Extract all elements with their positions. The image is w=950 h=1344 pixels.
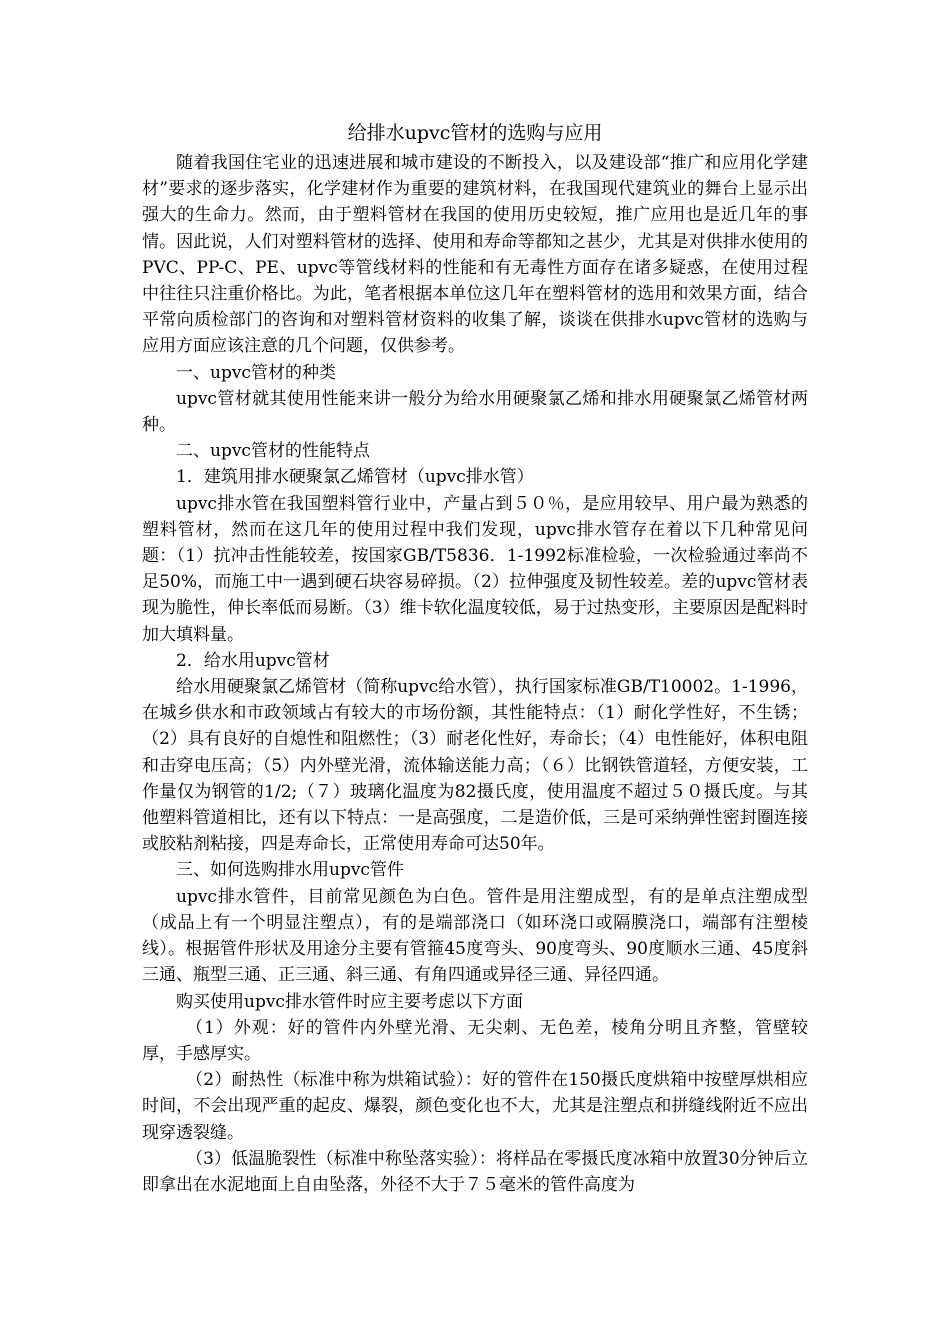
paragraph-purchase-intro: 购买使用upvc排水管件时应主要考虑以下方面 xyxy=(176,991,523,1012)
paragraph-fittings: upvc排水管件，目前常见颜色为白色。管件是用注塑成型，有的是单点注塑成型（成品上有一个明显注塑点），有的是端部浇口（如环浇口或隔膜浇口，端部有注塑棱线）。根据管件形状及用途分主要有管箍45度弯头、90度弯头、90度顺水三通、45度斜三通、瓶型三通、正三通、斜三通、有角四通或异径三通、异径四通。 xyxy=(142,886,808,986)
list-item-appearance: （1）外观：好的管件内外壁光滑、无尖刺、无色差，棱角分明且齐整，管壁较厚，手感厚实。 xyxy=(142,1017,808,1064)
document-page xyxy=(142,118,808,1198)
section-heading-2: 二、upvc管材的性能特点 xyxy=(176,441,370,462)
list-item-low-temp: （3）低温脆裂性（标准中称坠落实验）：将样品在零摄氏度冰箱中放置30分钟后立即拿出在水泥地面上自由坠落，外径不大于７５毫米的管件高度为 xyxy=(142,1148,808,1195)
intro-paragraph: 随着我国住宅业的迅速进展和城市建设的不断投入，以及建设部“推广和应用化学建材”要求的逐步落实，化学建材作为重要的建筑材料，在我国现代建筑业的舞台上显示出强大的生命力。然而，由于塑料管材在我国的使用历史较短，推广应用也是近几年的事情。因此说，人们对塑料管材的选择、使用和寿命等都知之甚少，尤其是对供排水使用的PVC、PP-C、PE、upvc等管线材料的性能和有无毒性方面存在诸多疑惑，在使用过程中往往只注重价格比。为此，笔者根据本单位这几年在塑料管材的选用和效果方面，结合平常向质检部门的咨询和对塑料管材资料的收集了解，谈谈在供排水upvc管材的选购与应用方面应该注意的几个问题，仅供参考。 xyxy=(142,153,808,357)
list-item-heat-resistance: （2）耐热性（标准中称为烘箱试验）：好的管件在150摄氏度烘箱中按壁厚烘相应时间，不会出现严重的起皮、爆裂，颜色变化也不大，尤其是注塑点和拼缝线附近不应出现穿透裂缝。 xyxy=(142,1070,808,1143)
subheading-drain-pipe: 1．建筑用排水硬聚氯乙烯管材（upvc排水管） xyxy=(176,467,534,488)
paragraph-drain-pipe: upvc排水管在我国塑料管行业中，产量占到５０％，是应用较早、用户最为熟悉的塑料管材，然而在这几年的使用过程中我们发现，upvc排水管存在着以下几种常见问题：（1）抗冲击性能较差，按国家GB/T5836．1-1992标准检验，一次检验通过率尚不足50%，而施工中一遇到硬石块容易碎损。（2）拉伸强度及韧性较差。差的upvc管材表现为脆性，伸长率低而易断。（3）维卡软化温度较低，易于过热变形，主要原因是配料时加大填料量。 xyxy=(142,493,808,645)
paragraph-types: upvc管材就其使用性能来讲一般分为给水用硬聚氯乙烯和排水用硬聚氯乙烯管材两种。 xyxy=(142,388,808,436)
section-heading-3: 三、如何选购排水用upvc管件 xyxy=(176,860,404,881)
section-heading-1: 一、upvc管材的种类 xyxy=(176,362,336,383)
subheading-supply-pipe: 2．给水用upvc管材 xyxy=(176,650,330,671)
document-title: 给排水upvc管材的选购与应用 xyxy=(347,122,603,144)
paragraph-supply-pipe: 给水用硬聚氯乙烯管材（简称upvc给水管），执行国家标准GB/T10002。1-1996，在城乡供水和市政领域占有较大的市场份额，其性能特点：（1）耐化学性好，不生锈；（2）具有良好的自熄性和阻燃性；（3）耐老化性好，寿命长；（4）电性能好，体积电阻和击穿电压高；（5）内外壁光滑，流体输送能力高；（６）比钢铁管道轻，方便安装，工作量仅为钢管的1/2;（７）玻璃化温度为82摄氏度，使用温度不超过５０摄氏度。与其他塑料管道相比，还有以下特点：一是高强度，二是造价低，三是可采纳弹性密封圈连接或胶粘剂粘接，四是寿命长，正常使用寿命可达50年。 xyxy=(142,677,808,855)
